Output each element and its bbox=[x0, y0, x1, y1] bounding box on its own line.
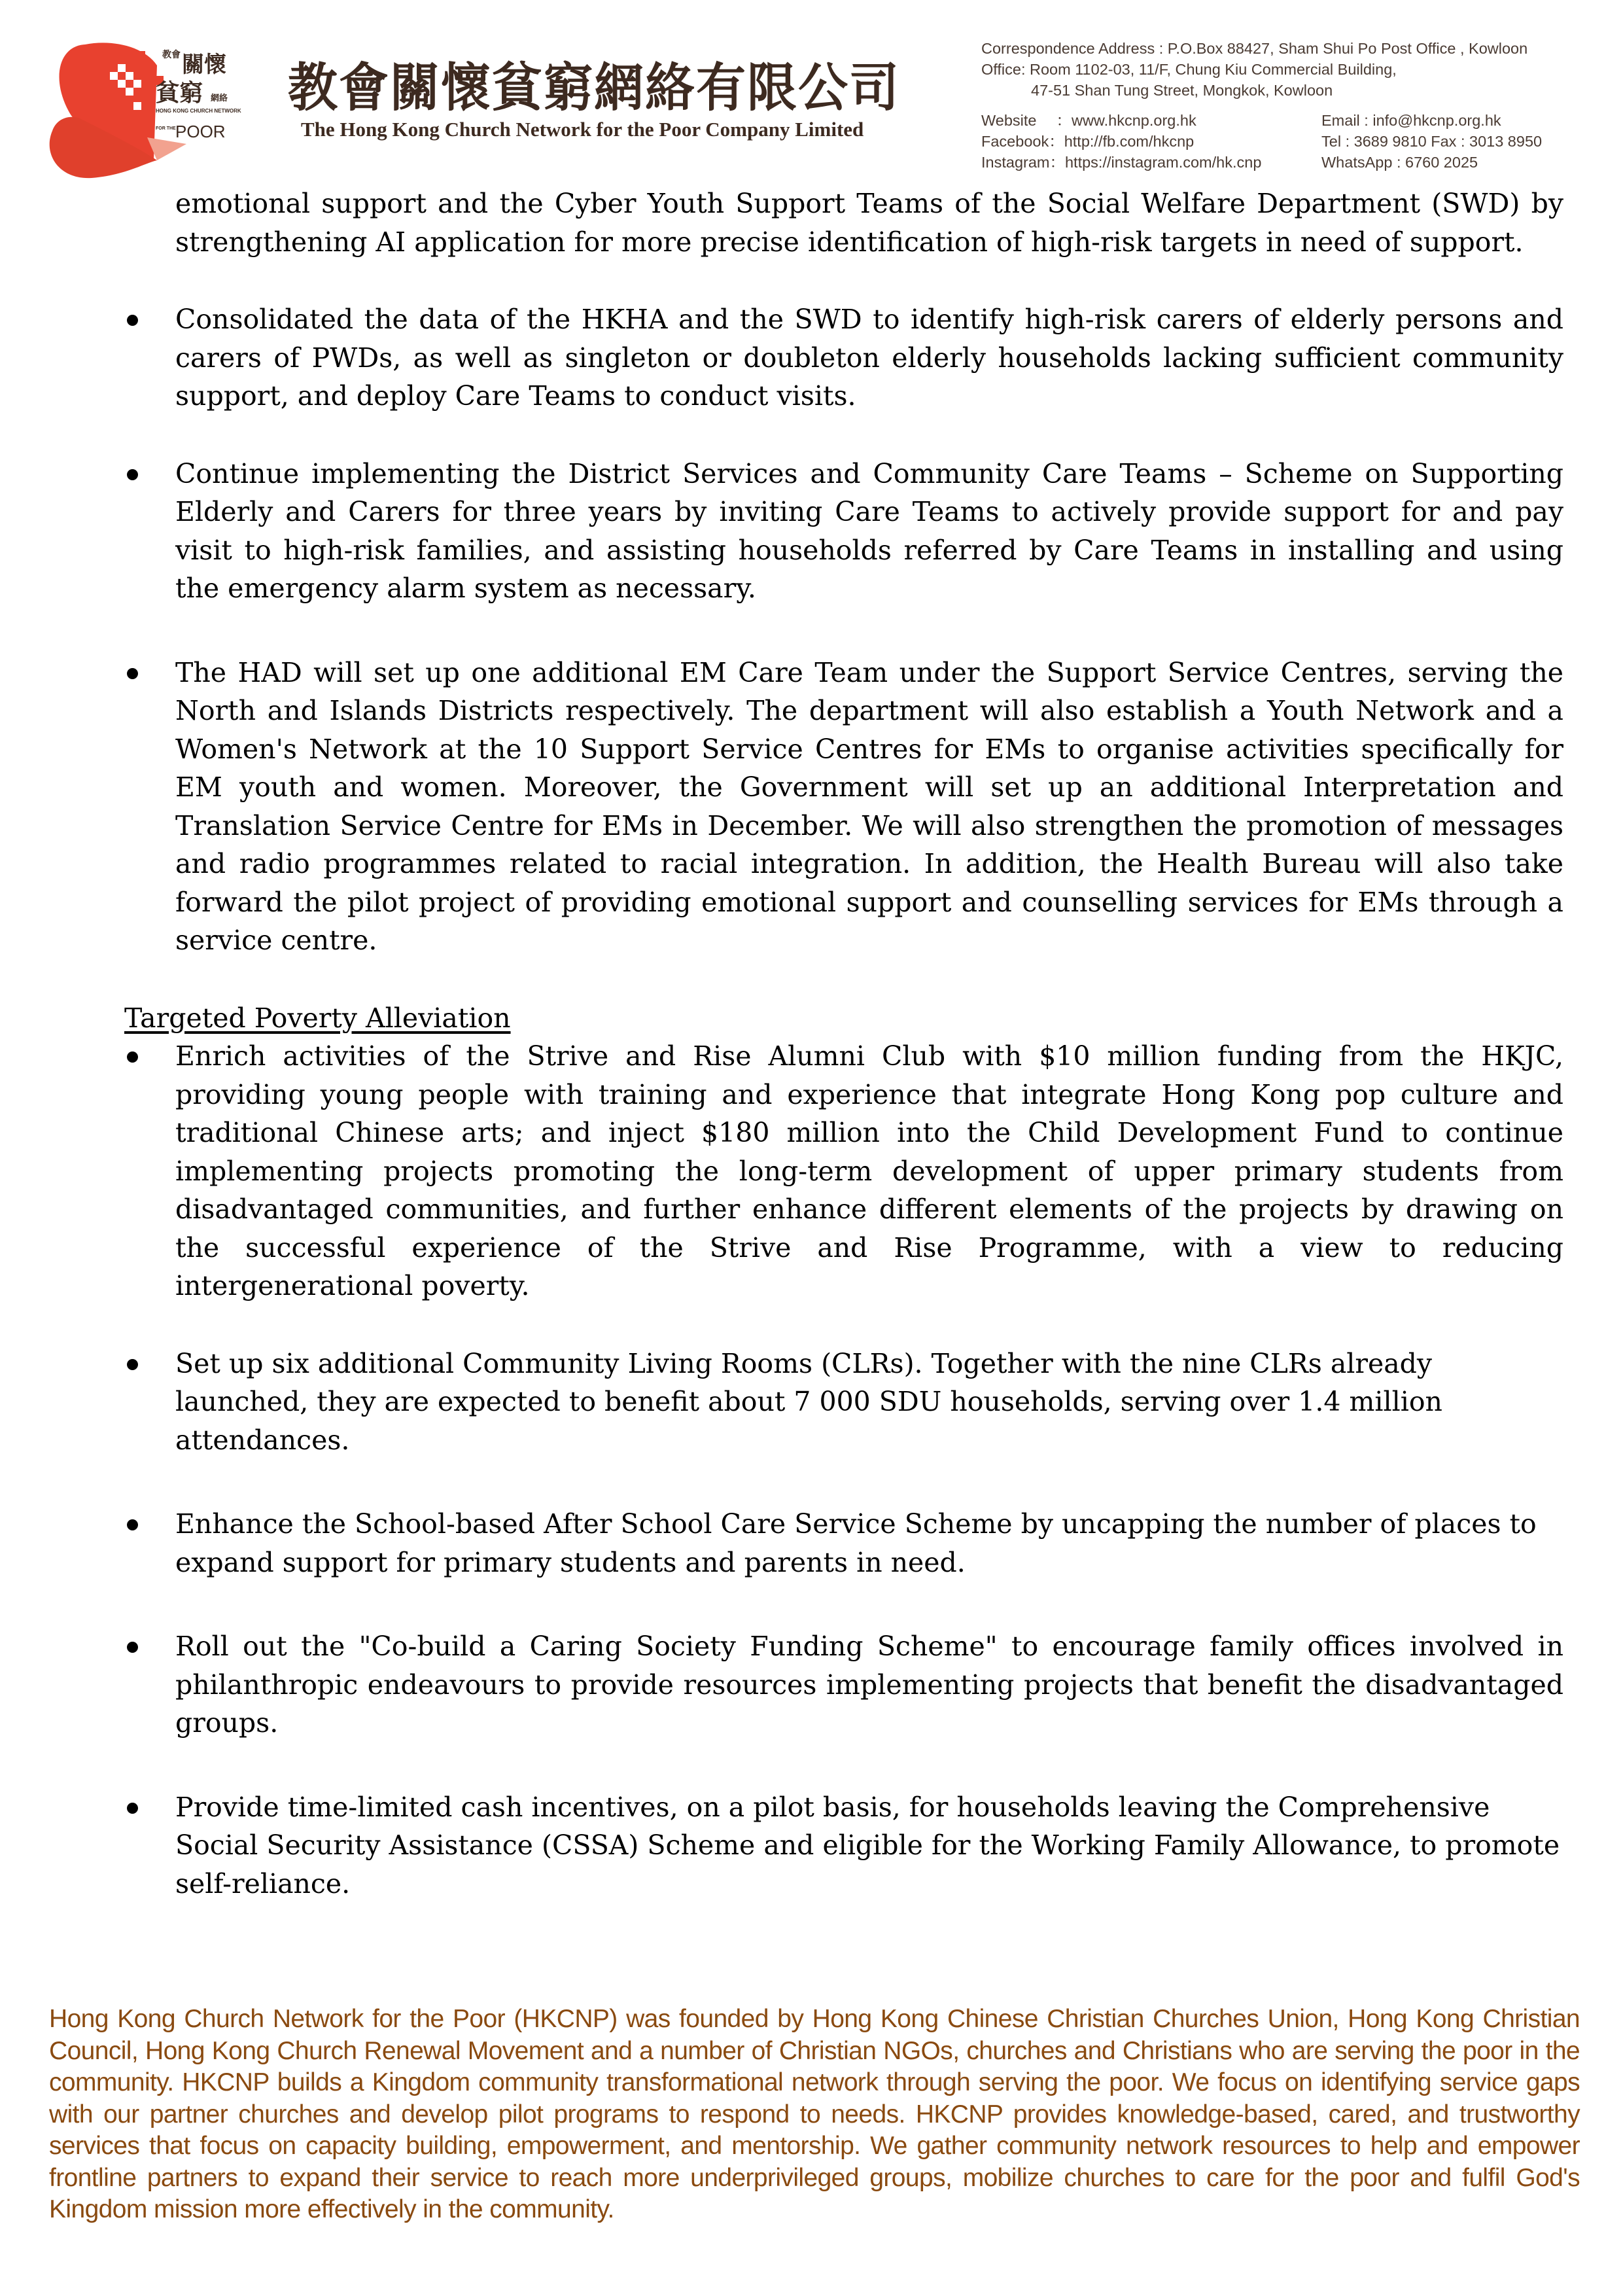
logo-zh-side: 網絡 bbox=[211, 94, 228, 103]
bullet-icon bbox=[127, 1803, 138, 1814]
email-link[interactable]: Email : info@hkcnp.org.hk bbox=[1321, 112, 1501, 129]
list-item bbox=[124, 300, 1563, 415]
bullet-icon bbox=[127, 315, 138, 326]
logo-zh-small: 教會 bbox=[162, 50, 181, 60]
organization-name-chinese: 教會關懷貧窮網絡有限公司 bbox=[288, 56, 900, 118]
logo-en-prefix: FOR THE bbox=[156, 126, 176, 131]
list-item-text: Enhance the School-based After School Care Service Scheme by uncapping the number of places to expand support for primary students and parents in need. bbox=[175, 1508, 1537, 1578]
website-link[interactable]: Website ：www.hkcnp.org.hk bbox=[981, 112, 1196, 129]
list-item bbox=[124, 654, 1563, 960]
instagram-link[interactable]: Instagram：https://instagram.com/hk.cnp bbox=[981, 154, 1262, 171]
bullet-icon bbox=[127, 1642, 138, 1653]
bullet-icon bbox=[127, 668, 138, 679]
list-item-text: Enrich activities of the Strive and Rise Alumni Club with $10 million funding from the HKJC, providing young people with training and experience that integrate Hong Kong pop culture and traditional Chinese arts; and inject $180 million into the Child Development Fund to continue implementing projects promoting the long-term development of upper primary students from disadvantaged communities, and further enhance different elements of the projects by drawing on the successful experience of the Strive and Rise Programme, with a view to reducing intergenerational poverty. bbox=[175, 1040, 1563, 1301]
section-heading: Targeted Poverty Alleviation bbox=[124, 1002, 511, 1034]
bullet-icon bbox=[127, 1359, 138, 1370]
list-item-text: Continue implementing the District Services and Community Care Teams – Scheme on Supporting Elderly and Carers for three years by inviting Care Teams to actively provide support for and pay visit to high-risk families, and assisting households referred by Care Teams in installing and using the emergency alarm system as necessary. bbox=[175, 457, 1563, 604]
logo-zh-line-2: 貧窮 bbox=[156, 79, 203, 107]
list-item-text: Provide time-limited cash incentives, on a pilot basis, for households leaving the Comprehensive Social Security Assistance (CSSA) Scheme and eligible for the Working Family Allowance, to promote self-reliance. bbox=[175, 1791, 1560, 1899]
list-item bbox=[124, 1345, 1563, 1460]
list-item-text: The HAD will set up one additional EM Care Team under the Support Service Centres, serving the North and Islands Districts respectively. The department will also establish a Youth Network and a Women's Network at the 10 Support Service Centres for EMs to organise activities specifically for EM youth and women. Moreover, the Government will set up an additional Interpretation and Translation Service Centre for EMs in December. We will also strengthen the promotion of messages and radio programmes related to racial integration. In addition, the Health Bureau will also take forward the pilot project of providing emotional support and counselling services for EMs through a service centre. bbox=[175, 656, 1563, 956]
heart-ribbon-logo-icon bbox=[39, 39, 249, 183]
document-body bbox=[124, 185, 1563, 1903]
office-address-line-2: 47-51 Shan Tung Street, Mongkok, Kowloon bbox=[1031, 82, 1333, 99]
list-item bbox=[124, 1627, 1563, 1742]
organization-footer: Hong Kong Church Network for the Poor (HKCNP) was founded by Hong Kong Chinese Christian Churches Union, Hong Kong Christian Council, Hong Kong Church Renewal Movement and a number of Christian NGOs, churches and Christians who are serving the poor in the community. HKCNP builds a Kingdom community transformational network through serving the poor. We focus on identifying service gaps with our partner churches and develop pilot programs to respond to needs. HKCNP provides knowledge-based, cared, and trustworthy services that focus on capacity building, empowerment, and mentorship. We gather community network resources to help and empower frontline partners to expand their service to reach more underprivileged groups, mobilize churches to care for the poor and fulfil God's Kingdom mission more effectively in the community. bbox=[49, 2005, 1580, 2223]
organization-logo bbox=[39, 39, 249, 183]
logo-en-poor: POOR bbox=[175, 122, 226, 141]
organization-name-english: The Hong Kong Church Network for the Poor Company Limited bbox=[301, 118, 864, 141]
logo-en-line-1: HONG KONG CHURCH NETWORK bbox=[156, 108, 241, 114]
continuation-paragraph: emotional support and the Cyber Youth Support Teams of the Social Welfare Department (SWD) by strengthening AI application for more precise identification of high-risk targets in need of support. bbox=[175, 188, 1563, 258]
whatsapp-number: WhatsApp : 6760 2025 bbox=[1321, 154, 1478, 171]
tel-fax: Tel : 3689 9810 Fax : 3013 8950 bbox=[1321, 133, 1543, 150]
list-item bbox=[124, 1505, 1563, 1581]
bullet-icon bbox=[127, 469, 138, 480]
facebook-link[interactable]: Facebook：http://fb.com/hkcnp bbox=[981, 133, 1195, 150]
list-item bbox=[124, 455, 1563, 608]
office-address-line-1: Office: Room 1102-03, 11/F, Chung Kiu Commercial Building, bbox=[981, 61, 1397, 78]
bullet-icon bbox=[127, 1519, 138, 1530]
list-item bbox=[124, 1037, 1563, 1305]
list-item bbox=[124, 1788, 1563, 1903]
list-item-text: Set up six additional Community Living Rooms (CLRs). Together with the nine CLRs already launched, they are expected to benefit about 7 000 SDU households, serving over 1.4 million attendances. bbox=[175, 1347, 1442, 1456]
correspondence-address: Correspondence Address : P.O.Box 88427, Sham Shui Po Post Office , Kowloon bbox=[981, 40, 1528, 57]
address-block bbox=[981, 38, 1527, 101]
list-item-text: Roll out the "Co-build a Caring Society Funding Scheme" to encourage family offices involved in philanthropic endeavours to provide resources implementing projects that benefit the disadvantaged groups. bbox=[175, 1631, 1563, 1739]
bullet-icon bbox=[127, 1051, 138, 1063]
letterhead bbox=[0, 0, 1623, 190]
logo-zh-line-1: 關懷 bbox=[182, 52, 226, 78]
list-item-text: Consolidated the data of the HKHA and the SWD to identify high-risk carers of elderly persons and carers of PWDs, as well as singleton or doubleton elderly households lacking sufficient community support, and deploy Care Teams to conduct visits. bbox=[175, 304, 1563, 412]
